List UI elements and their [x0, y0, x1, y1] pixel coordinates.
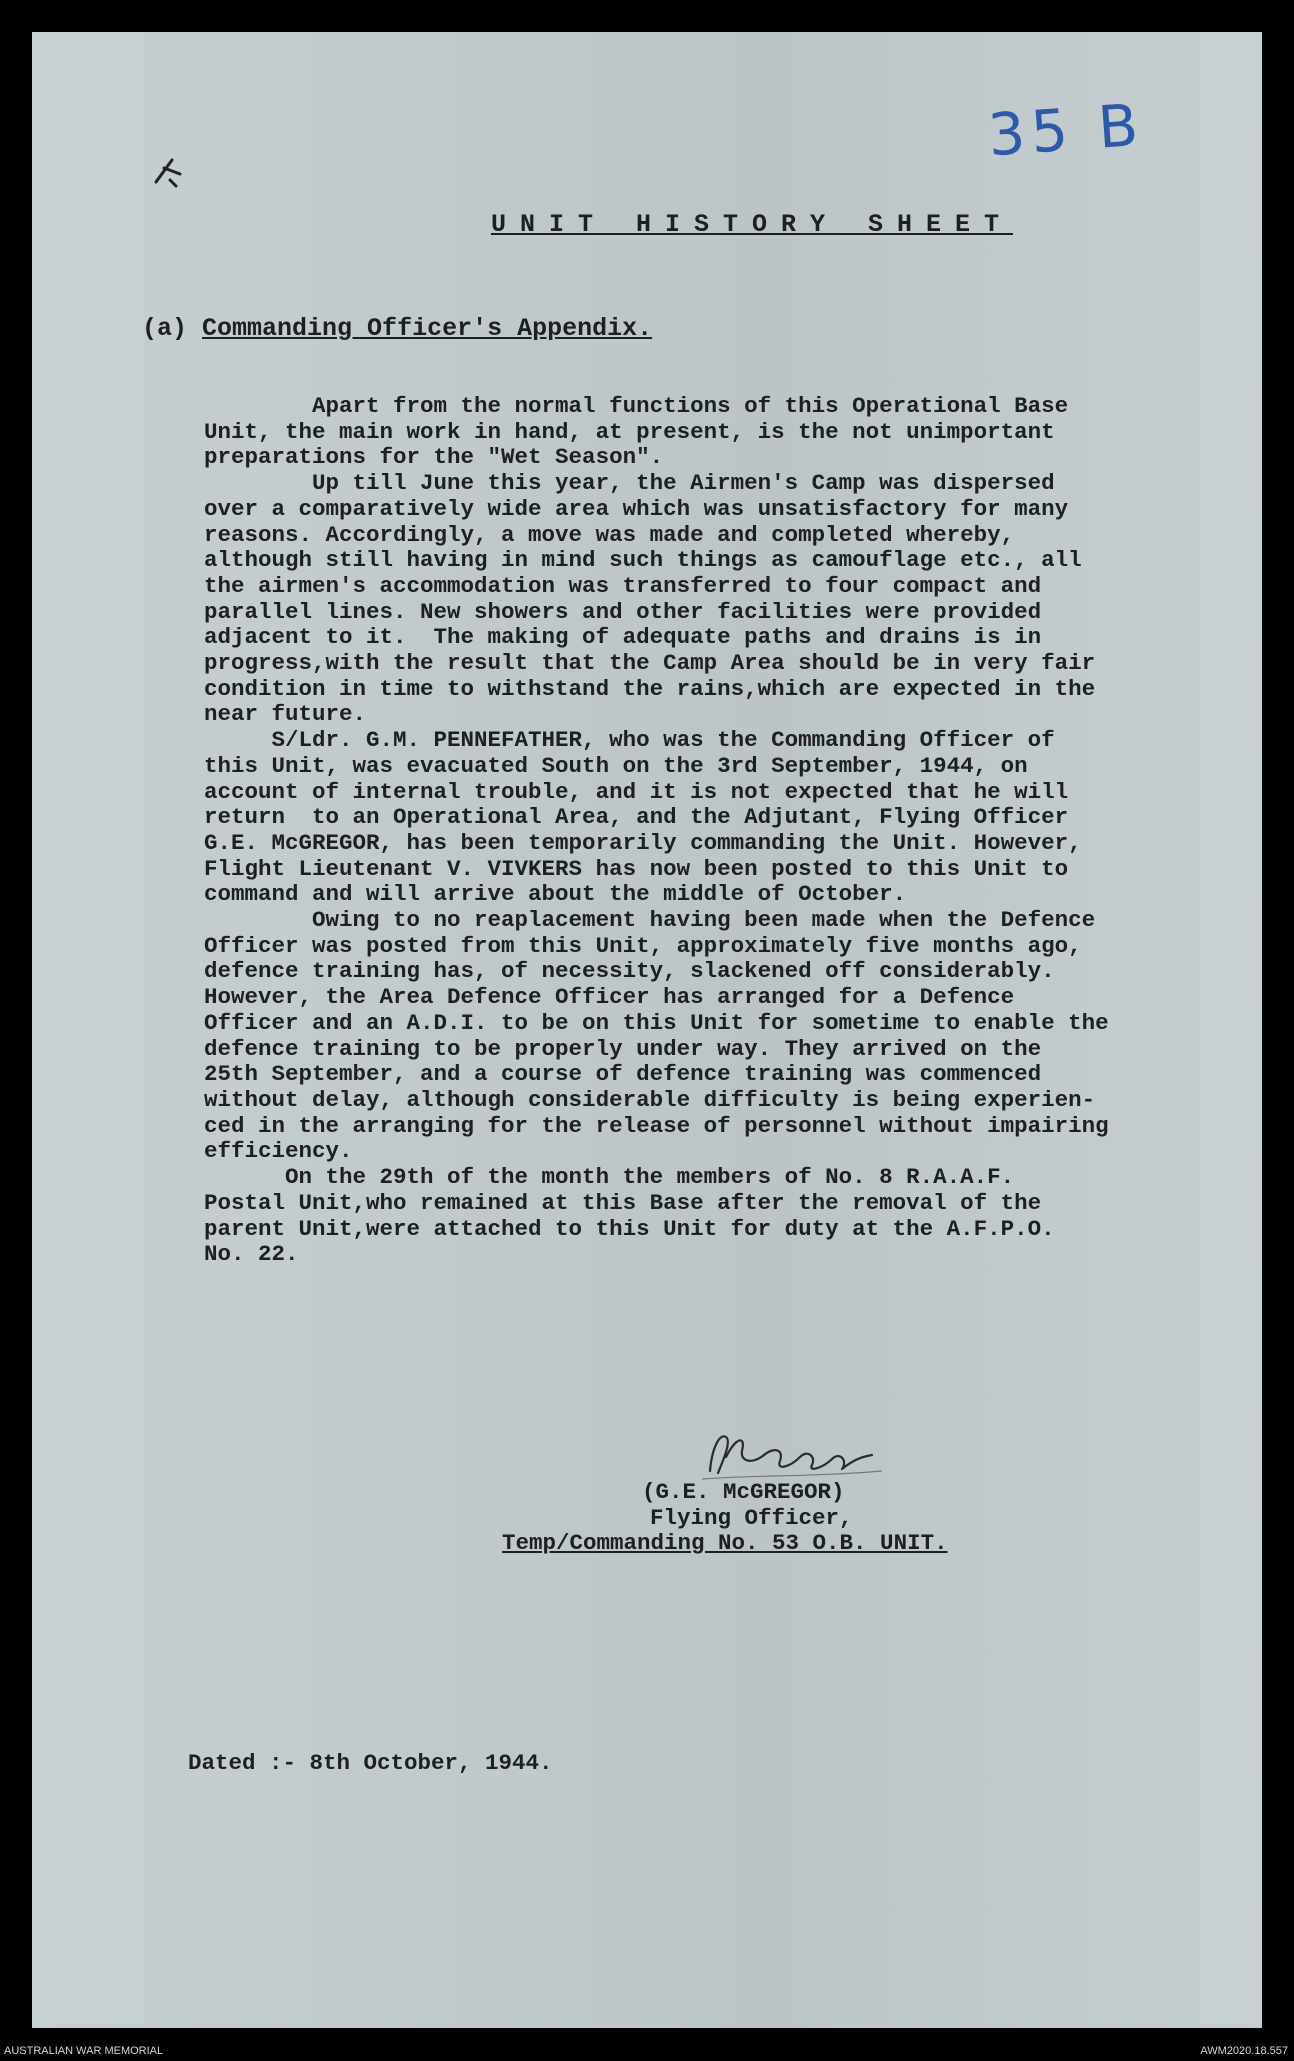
- signatory-name: (G.E. McGREGOR): [642, 1479, 845, 1505]
- body-line: this Unit, was evacuated South on the 3rd September, 1944, on: [204, 752, 1028, 779]
- signature-block: [502, 1480, 948, 1557]
- body-text: [204, 394, 1214, 1268]
- body-line: Up till June this year, the Airmen's Camp was dispersed: [204, 470, 1055, 497]
- body-line: G.E. McGREGOR, has been temporarily commanding the Unit. However,: [204, 829, 1082, 856]
- body-line: preparations for the "Wet Season".: [204, 444, 664, 471]
- body-line: Apart from the normal functions of this Operational Base: [204, 393, 1069, 419]
- body-line: without delay, although considerable difficulty is being experien-: [204, 1086, 1096, 1113]
- body-line: S/Ldr. G.M. PENNEFATHER, who was the Commanding Officer of: [204, 727, 1055, 754]
- page-title: UNIT HISTORY SHEET: [490, 210, 1014, 239]
- ink-mark-icon: [150, 152, 190, 192]
- body-line: although still having in mind such things as camouflage etc., all: [204, 547, 1082, 574]
- handwritten-signature: [692, 1427, 892, 1485]
- body-line: account of internal trouble, and it is not expected that he will: [204, 778, 1069, 805]
- folio-number-annotation: 35 B: [985, 90, 1147, 170]
- body-line: reasons. Accordingly, a move was made and completed whereby,: [204, 521, 1015, 548]
- footer-credit: AUSTRALIAN WAR MEMORIAL: [4, 2045, 164, 2057]
- body-line: over a comparatively wide area which was unsatisfactory for many: [204, 495, 1069, 522]
- body-line: Officer was posted from this Unit, approximately five months ago,: [204, 932, 1082, 959]
- body-line: No. 22.: [204, 1241, 299, 1268]
- body-line: the airmen's accommodation was transferred to four compact and: [204, 572, 1042, 599]
- signatory-appointment: Temp/Commanding No. 53 O.B. UNIT.: [502, 1530, 948, 1556]
- body-line: adjacent to it. The making of adequate paths and drains is in: [204, 624, 1042, 651]
- section-marker: (a): [142, 314, 188, 343]
- body-line: near future.: [204, 701, 367, 728]
- body-line: progress,with the result that the Camp Area should be in very fair: [204, 650, 1096, 677]
- body-line: Flight Lieutenant V. VIVKERS has now been posted to this Unit to: [204, 855, 1069, 882]
- body-line: Unit, the main work in hand, at present, is the not unimportant: [204, 418, 1055, 445]
- body-line: ced in the arranging for the release of personnel without impairing: [204, 1112, 1109, 1139]
- section-heading: [142, 314, 652, 343]
- document-page: [32, 32, 1262, 2028]
- section-heading-text: Commanding Officer's Appendix.: [202, 314, 653, 343]
- body-line: Owing to no reaplacement having been made when the Defence: [204, 907, 1096, 934]
- signatory-rank: Flying Officer,: [650, 1504, 853, 1531]
- body-line: defence training to be properly under way. They arrived on the: [204, 1035, 1042, 1062]
- body-line: parallel lines. New showers and other facilities were provided: [204, 598, 1042, 625]
- body-line: However, the Area Defence Officer has arranged for a Defence: [204, 984, 1015, 1011]
- body-line: condition in time to withstand the rains,which are expected in the: [204, 675, 1096, 702]
- footer-accession-number: AWM2020.18.557: [1200, 2045, 1288, 2057]
- body-line: defence training has, of necessity, slackened off considerably.: [204, 958, 1055, 985]
- body-line: parent Unit,were attached to this Unit for duty at the A.F.P.O.: [204, 1215, 1055, 1242]
- body-line: return to an Operational Area, and the Adjutant, Flying Officer: [204, 804, 1069, 831]
- body-line: 25th September, and a course of defence training was commenced: [204, 1061, 1042, 1088]
- body-line: On the 29th of the month the members of No. 8 R.A.A.F.: [204, 1164, 1015, 1191]
- body-line: Postal Unit,who remained at this Base after the removal of the: [204, 1189, 1042, 1216]
- document-date: Dated :- 8th October, 1944.: [188, 1750, 553, 1776]
- body-line: efficiency.: [204, 1138, 353, 1165]
- body-line: Officer and an A.D.I. to be on this Unit for sometime to enable the: [204, 1009, 1109, 1036]
- body-line: command and will arrive about the middle of October.: [204, 881, 907, 908]
